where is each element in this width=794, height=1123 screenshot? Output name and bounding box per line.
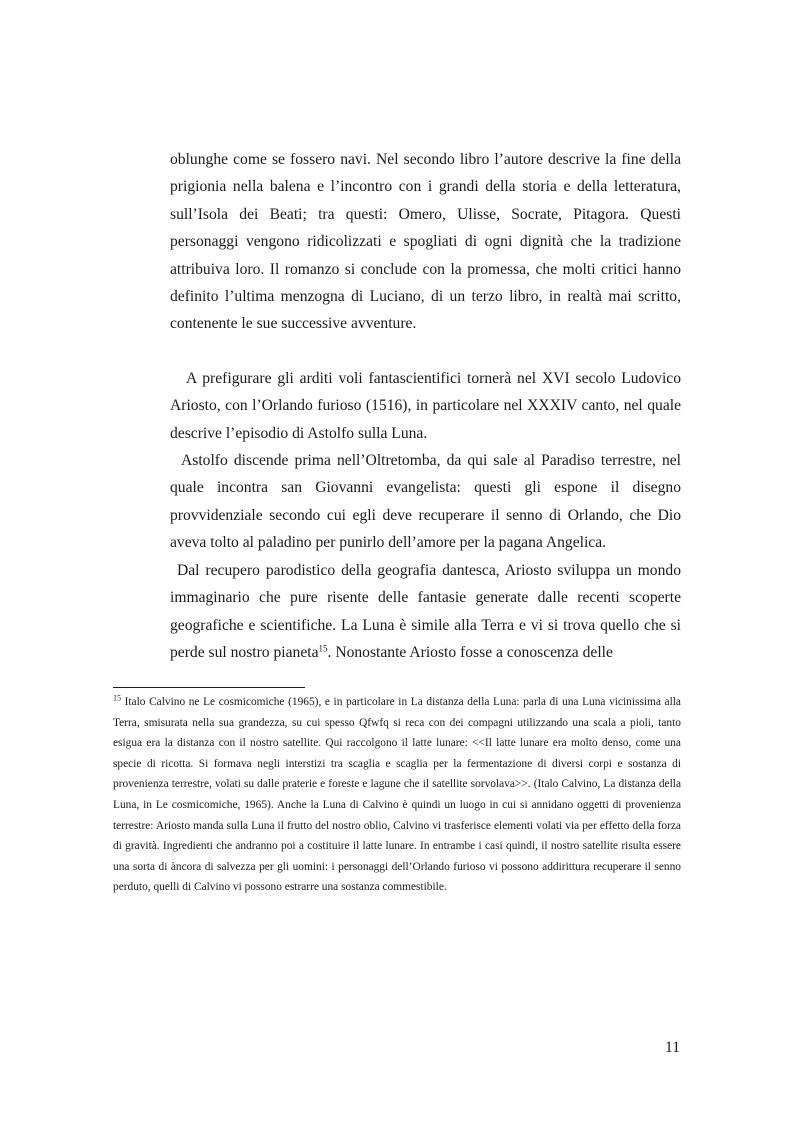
footnote-text: Italo Calvino ne Le cosmicomiche (1965), e in particolare in La distanza della Luna: parla di una Luna vicinissima alla Terra, smisurata nella sua grandezza, su cui spesso Qfwfq si reca con dei compagni utilizzando una scala a pioli, tanto esigua era la distanza con il nostro satellite. Qui raccolgono il latte lunare: <<Il latte lunare era molto denso, come una specie di ricotta. Si formava negli interstizi tra scaglia e scaglia per la fermentazione di diversi corpi e sostanza di provenienza terrestre, volati su dalle praterie e foreste e lagune che il satellite sorvolava>>. (Italo Calvino, La distanza della Luna, in Le cosmicomiche, 1965). Anche la Luna di Calvino è quindi un luogo in cui si annidano oggetti di provenienza terrestre: Ariosto manda sulla Luna il frutto del nostro oblio, Calvino vi trasferisce elementi volati via per effetto della forza di gravità. Ingredienti che andranno poi a costituire il latte lunare. In entrambe i casi quindi, il nostro satellite risulta essere una sorta di àncora di salvezza per gli uomini: i personaggi dell’Orlando furioso vi possono addirittura recuperare il senno perduto, quelli di Calvino vi possono estrarre una sostanza commestibile. [113,696,681,894]
paragraph-4-text-end: . Nonostante Ariosto fosse a conoscenza delle [327,643,613,661]
footnote-number: 15 [113,693,121,703]
paragraph-2: A prefigurare gli arditi voli fantascientifici tornerà nel XVI secolo Ludovico Ariosto, con l’Orlando furioso (1516), in particolare nel XXXIV canto, nel quale descrive l’episodio di Astolfo sulla Luna. [170,369,681,442]
paragraph-4 [170,557,681,667]
paragraph-3: Astolfo discende prima nell’Oltretomba, da qui sale al Paradiso terrestre, nel quale incontra san Giovanni evangelista: questi gli espone il disegno provvidenziale secondo cui egli deve recuperare il senno di Orlando, che Dio aveva tolto al paladino per punirlo dell’amore per la pagana Angelica. [170,452,681,552]
paragraph-1: oblunghe come se fossero navi. Nel secondo libro l’autore descrive la fine della prigionia nella balena e l’incontro con i grandi della storia e della letteratura, sull’Isola dei Beati; tra questi: Omero, Ulisse, Socrate, Pitagora. Questi personaggi vengono ridicolizzati e spogliati di ogni dignità che la tradizione attribuiva loro. Il romanzo si conclude con la promessa, che molti critici hanno definito l’ultima menzogna di Luciano, di un terzo libro, in realtà mai scritto, contenente le sue successive avventure. [170,151,681,333]
footnote-15 [113,692,681,898]
footnote-reference: 15 [318,643,328,654]
footnote-separator [113,687,305,688]
footnote-paragraph [113,692,681,898]
body-text [170,146,681,666]
paragraph-4-text-start: Dal recupero parodistico della geografia dantesca, Ariosto sviluppa un mondo immaginario che pure risente delle fantasie generate dalle recenti scoperte geografiche e scientifiche. La Luna è simile alla Terra e vi si trova quello che si perde sul nostro pianeta [170,561,681,661]
page-number: 11 [664,1039,680,1056]
